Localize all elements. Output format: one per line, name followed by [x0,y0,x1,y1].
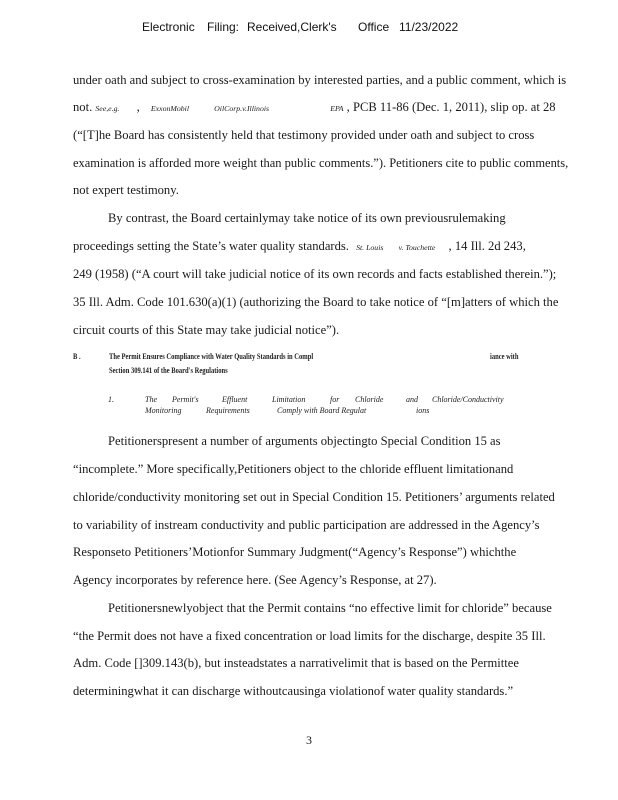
sub1-word-effluent: Effluent [222,395,248,404]
p1-line-1: under oath and subject to cross-examination by interested parties, and a public comment, which is [73,73,567,87]
p4-line-1: Petitionersnewlyobject that the Permit contains “no effective limit for chloride” because [108,601,552,615]
header-electronic: Electronic [142,20,195,34]
sub1-requirements: Requirements [206,406,250,415]
p1-case-oilcorp: OilCorp.v.Illinois [214,104,270,113]
p1-case-exxonmobil: ExxonMobil [150,104,190,113]
header-office: Office [358,20,390,34]
sub1-ions: ions [416,406,430,415]
sub1-word-chloride: Chloride [355,395,384,404]
p1-comma: , [136,100,140,114]
p2-proceedings: proceedings setting the State’s water quality standards. [73,239,349,253]
sub1-num: 1. [108,395,114,404]
header-date: 11/23/2022 [399,20,459,34]
p3-line-6: Agency incorporates by reference here. (See Agency’s Response, at 27). [73,573,437,587]
sub1-word-limitation: Limitation [272,395,306,404]
p2-case-touchette: v. Touchette [398,243,436,252]
heading-b-line-1a: The Permit Ensures Compliance with Water Quality Standards in Compl [109,352,314,361]
heading-b-letter: B . [73,352,81,361]
p3-line-3: chloride/conductivity monitoring set out in Special Condition 15. Petitioners’ arguments related [73,490,555,504]
p2-line-5: circuit courts of this State may take judicial notice”). [73,323,340,337]
p4-line-4: determiningwhat it can discharge withoutcausinga violationof water quality standards.” [73,684,514,698]
p3-line-2: “incomplete.” More specifically,Petitioners object to the chloride effluent limitationand [73,462,514,476]
p2-line-4: 35 Ill. Adm. Code 101.630(a)(1) (authorizing the Board to take notice of “[m]atters of which the [73,295,559,309]
p4-line-2: “the Permit does not have a fixed concentration or load limits for the discharge, despite 35 Ill. [73,629,546,643]
p2-case-st-louis: St. Louis [356,243,384,252]
heading-b-line-1b: iance with [490,352,519,361]
p2-citation: , 14 Ill. 2d 243, [448,239,526,253]
page-number: 3 [306,733,312,747]
p4-line-3: Adm. Code []309.143(b), but insteadstates a narrativelimit that is based on the Permittee [73,656,519,670]
p1-see-eg: See,e.g. [95,104,120,113]
p1-case-epa: EPA [330,104,344,113]
sub1-word-chloride-conductivity: Chloride/Conductivity [432,395,504,404]
sub1-word-for: for [330,395,340,404]
header-filing: Filing: [207,20,240,34]
p1-line-2 [73,99,556,117]
sub1-monitoring: Monitoring [145,406,182,415]
p2-line-1: By contrast, the Board certainlymay take notice of its own previousrulemaking [108,211,506,225]
p3-line-4: to variability of instream conductivity and public participation are addressed in the Agency’s [73,518,540,532]
p1-not: not. [73,100,93,114]
sub1-word-and: and [406,395,418,404]
p1-citation: , PCB 11-86 (Dec. 1, 2011), slip op. at 28 [346,100,556,114]
p1-line-3: (“[T]he Board has consistently held that testimony provided under oath and subject to cross [73,128,535,142]
header-received: Received,Clerk's [247,20,337,34]
p2-line-2 [73,238,526,256]
p2-line-3: 249 (1958) (“A court will take judicial notice of its own records and facts established therein.”); [73,267,557,281]
p3-line-1: Petitionerspresent a number of arguments objectingto Special Condition 15 as [108,434,501,448]
p3-line-5: Responseto Petitioners’Motionfor Summary Judgment(“Agency’s Response”) whichthe [73,545,517,559]
p1-line-5: not expert testimony. [73,183,179,197]
heading-b-line-2: Section 309.141 of the Board's Regulations [109,366,228,375]
sub1-word-the: The [145,395,157,404]
sub1-comply: Comply with Board Regulat [277,406,367,415]
sub1-word-permits: Permit's [172,395,199,404]
p1-line-4: examination is afforded more weight than public comments.”). Petitioners cite to public comments, [73,156,569,170]
